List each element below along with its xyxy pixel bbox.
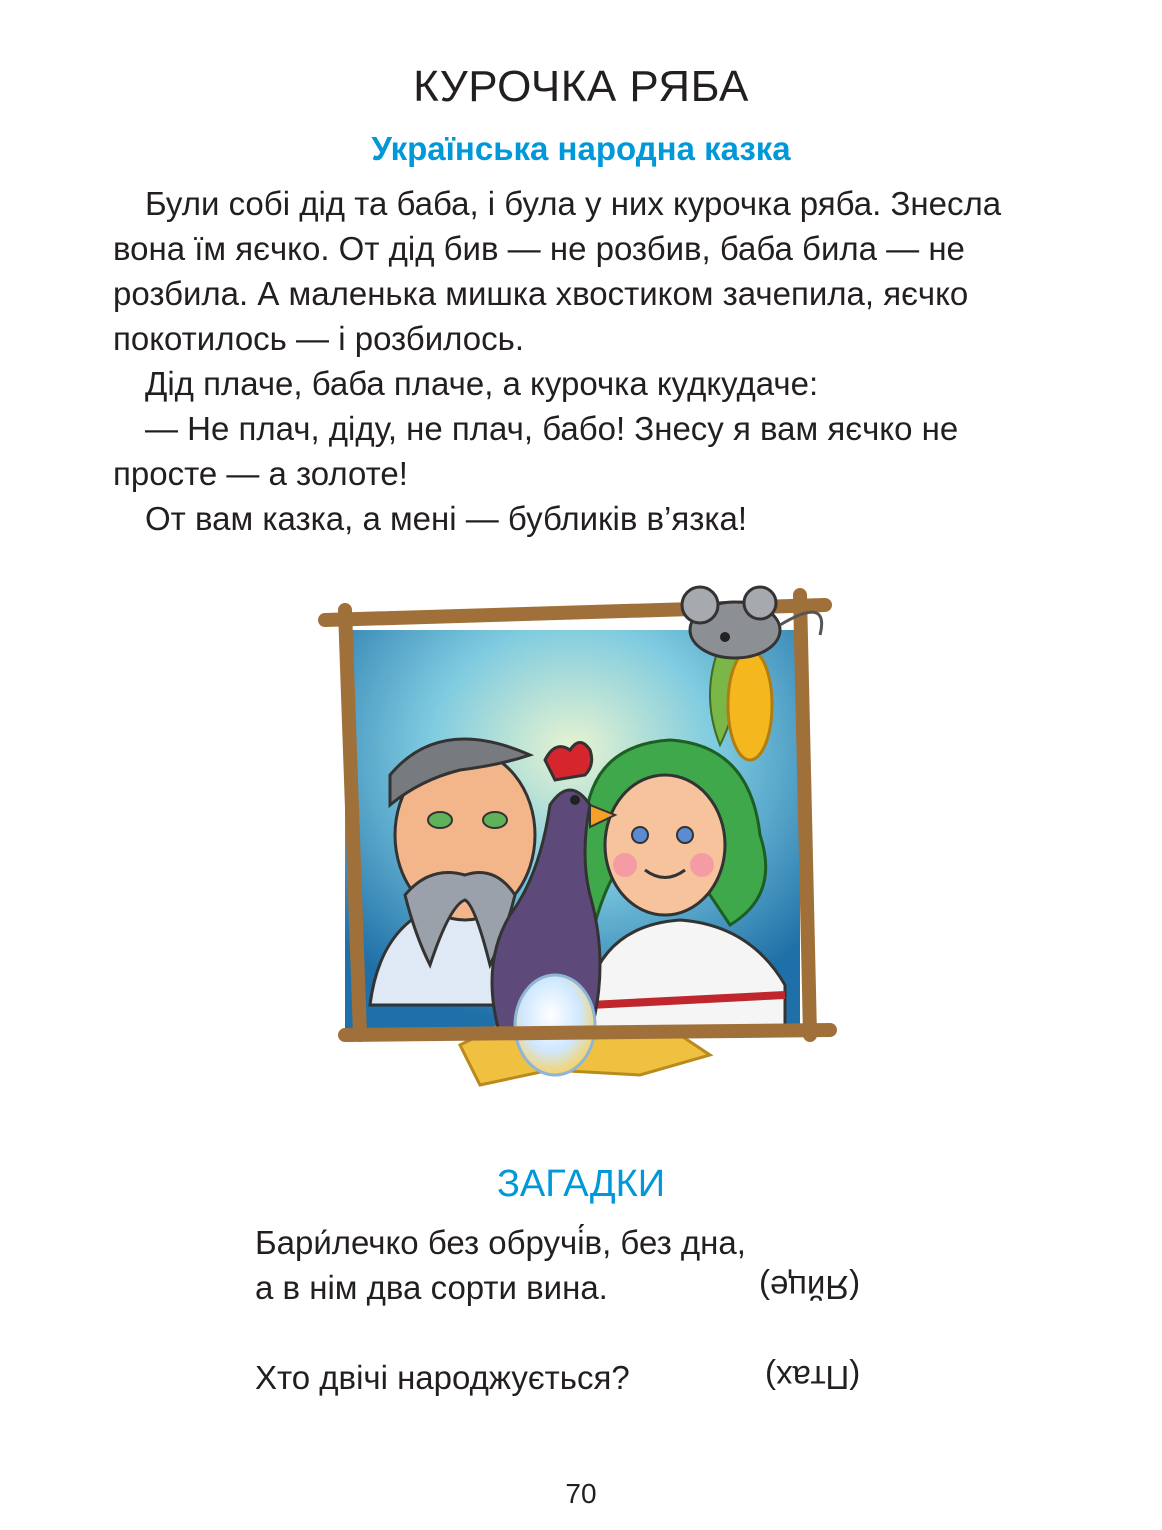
riddle-line: Бари́лечко без обручі́в, без дна, [255,1224,746,1261]
story-paragraph: Дід плаче, баба плаче, а курочка кудкудаче: [145,365,819,402]
page-title: КУРОЧКА РЯБА [413,62,749,111]
riddle-answer: (Яйце) [758,1269,860,1306]
riddle-line: а в нім два сорти вина. [255,1269,608,1306]
riddle-line: Хто двічі народжується? [255,1359,630,1396]
golden-egg-icon [515,975,595,1075]
story-paragraph: Були собі дід та баба, і була у них курочка ряба. Знесла вона їм яєчко. От дід бив — не розбив, баба била — не розбила. А маленька мишка хвостиком зачепила, яєчко покотилось — і розбилось. [113,185,1002,357]
corn-icon [710,645,772,760]
riddle-answer: (Птах) [764,1359,860,1396]
page-number: 70 [565,1478,597,1509]
story-text [113,181,1053,541]
riddle-2 [255,1355,860,1400]
story-illustration [290,565,855,1110]
riddle-1 [255,1220,860,1310]
story-paragraph: — Не плач, діду, не плач, бабо! Знесу я вам яєчко не просте — а золоте! [113,410,959,492]
page-subtitle: Українська народна казка [371,130,791,167]
story-paragraph: От вам казка, а мені — бубликів в’язка! [145,500,748,537]
riddles-heading: ЗАГАДКИ [496,1163,666,1205]
